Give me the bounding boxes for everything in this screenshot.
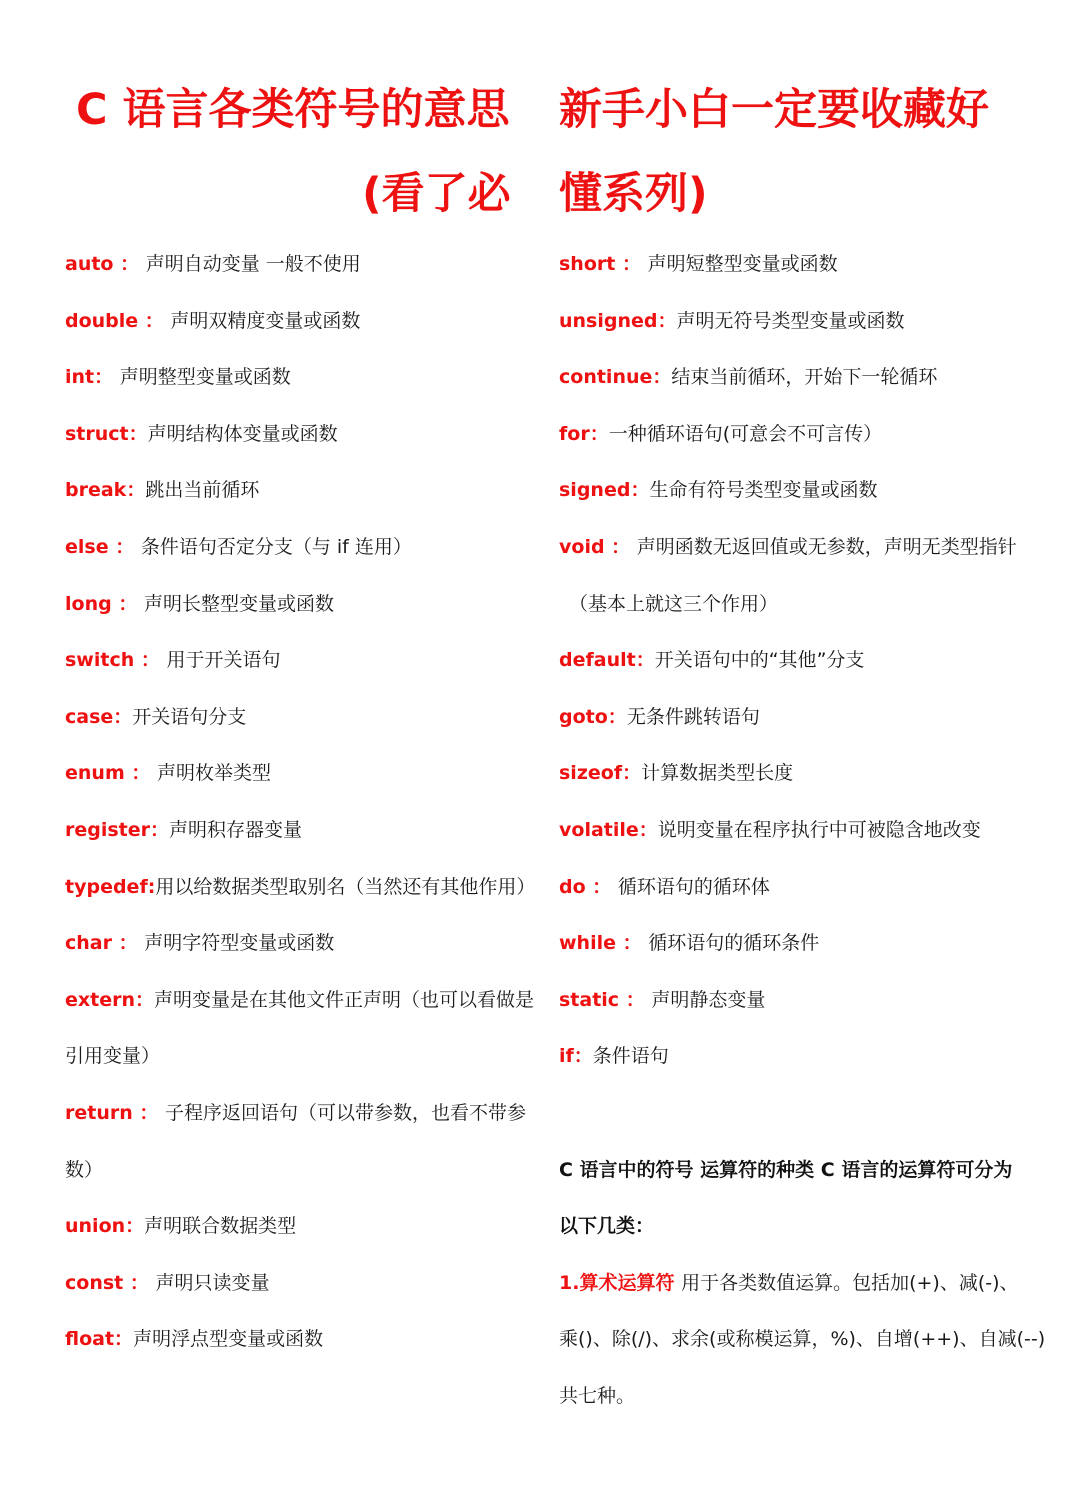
keyword: continue <box>559 366 653 389</box>
description: 声明联合数据类型 <box>144 1215 297 1238</box>
left-entry <box>65 689 535 746</box>
separator: ： <box>113 705 133 728</box>
right-entry <box>559 1368 1039 1425</box>
separator: ： <box>607 705 627 728</box>
separator: ： <box>619 988 652 1011</box>
left-entry <box>65 1142 535 1199</box>
separator: ： <box>150 818 170 841</box>
keyword: if <box>559 1045 574 1068</box>
description: 声明无符号类型变量或函数 <box>676 309 905 332</box>
title-right-line2: 懂系列) <box>559 169 708 219</box>
right-entry <box>559 576 1039 633</box>
right-entry <box>559 689 1039 746</box>
keyword: while <box>559 932 616 955</box>
separator: ： <box>657 309 677 332</box>
keyword: extern <box>65 988 136 1011</box>
keyword: const <box>65 1271 124 1294</box>
separator: ： <box>94 366 120 389</box>
keyword: signed <box>559 479 631 502</box>
separator: : <box>147 875 156 898</box>
description: 子程序返回语句（可以带参数，也看不带参 <box>165 1101 527 1124</box>
keyword: case <box>65 705 114 728</box>
right-entry <box>559 1255 1039 1312</box>
keyword: double <box>65 309 139 332</box>
keyword: unsigned <box>559 309 658 332</box>
description: 无条件跳转语句 <box>626 705 760 728</box>
right-entry <box>559 1028 1039 1085</box>
right-entry <box>559 406 1039 463</box>
right-entry <box>559 1142 1039 1199</box>
left-entry <box>65 1085 535 1142</box>
description: 用于各类数值运算。包括加(+)、减(-)、 <box>681 1271 1019 1294</box>
left-entry <box>65 293 535 350</box>
description: 循环语句的循环体 <box>617 875 770 898</box>
right-entry <box>559 632 1039 689</box>
description: 声明浮点型变量或函数 <box>133 1328 324 1351</box>
separator: ： <box>128 422 148 445</box>
left-entry <box>65 632 535 689</box>
left-entry <box>65 1198 535 1255</box>
description: 计算数据类型长度 <box>641 762 794 785</box>
left-entry <box>65 859 535 916</box>
description: 共七种。 <box>559 1384 636 1407</box>
right-entry <box>559 1311 1046 1368</box>
separator: ： <box>125 1215 145 1238</box>
keyword: else <box>65 535 109 558</box>
separator: ： <box>111 932 145 955</box>
keyword: void <box>559 535 605 558</box>
right-entry <box>559 462 1039 519</box>
separator: ： <box>585 875 618 898</box>
separator: ： <box>134 649 167 672</box>
title-left-line2: (看了必 <box>362 169 511 219</box>
right-entry <box>559 802 1039 859</box>
left-entry <box>65 972 535 1029</box>
keyword: short <box>559 253 616 275</box>
separator: ： <box>604 535 637 558</box>
separator: ： <box>615 253 648 275</box>
right-entry <box>559 859 1039 916</box>
left-column <box>65 236 535 1368</box>
keyword: static <box>559 988 620 1011</box>
description: 开关语句中的“其他”分支 <box>654 649 865 672</box>
description: 声明变量是在其他文件正声明（也可以看做是 <box>154 988 535 1011</box>
description: 条件语句 <box>592 1045 669 1068</box>
separator: ： <box>108 535 141 558</box>
description: 声明静态变量 <box>651 988 766 1011</box>
keyword: switch <box>65 649 135 672</box>
keyword: long <box>65 592 112 615</box>
keyword: return <box>65 1101 133 1124</box>
section-heading: 以下几类： <box>559 1215 655 1238</box>
right-entry <box>559 745 1039 802</box>
left-entry <box>65 462 535 519</box>
separator: ： <box>135 988 155 1011</box>
keyword: 1.算术运算符 <box>559 1271 675 1294</box>
left-entry <box>65 802 535 859</box>
keyword: struct <box>65 422 129 445</box>
keyword: do <box>559 875 586 898</box>
description: 生命有符号类型变量或函数 <box>649 479 878 502</box>
separator: ： <box>114 1328 134 1351</box>
right-column <box>559 236 1046 1424</box>
separator: ： <box>652 366 672 389</box>
description: 开关语句分支 <box>132 705 247 728</box>
title-left-line1: C 语言各类符号的意思 <box>76 85 510 135</box>
separator: ： <box>573 1045 593 1068</box>
description: 循环语句的循环条件 <box>648 932 820 955</box>
right-entry <box>559 972 1039 1029</box>
description: 一种循环语句(可意会不可言传） <box>608 422 883 445</box>
description: 跳出当前循环 <box>145 479 260 502</box>
left-entry <box>65 349 535 406</box>
description: 声明长整型变量或函数 <box>143 592 334 615</box>
separator: ： <box>616 932 649 955</box>
description: 说明变量在程序执行中可被隐含地改变 <box>657 818 981 841</box>
description: 声明字符型变量或函数 <box>144 932 335 955</box>
description: 声明函数无返回值或无参数，声明无类型指针 <box>636 535 1017 558</box>
separator: ： <box>111 592 144 615</box>
separator: ： <box>138 309 171 332</box>
title-right-line1: 新手小白一定要收藏好 <box>559 85 989 135</box>
separator: ： <box>126 479 146 502</box>
description: 用于开关语句 <box>166 649 281 672</box>
separator: ： <box>638 818 658 841</box>
description: 声明只读变量 <box>155 1271 270 1294</box>
keyword: int <box>65 366 95 389</box>
left-entry <box>65 576 535 633</box>
description: （基本上就这三个作用） <box>569 592 779 615</box>
right-entry <box>559 236 1039 293</box>
separator: ： <box>113 253 146 275</box>
description: 声明短整型变量或函数 <box>647 253 838 275</box>
keyword: break <box>65 479 127 502</box>
separator: ： <box>132 1101 165 1124</box>
description: 声明整型变量或函数 <box>119 366 291 389</box>
right-entry <box>559 1198 1039 1255</box>
description: 数） <box>65 1158 104 1181</box>
keyword: typedef <box>65 875 148 898</box>
separator: ： <box>123 1271 156 1294</box>
left-entry <box>65 519 535 576</box>
separator: ： <box>630 479 650 502</box>
keyword: goto <box>559 705 608 728</box>
left-entry <box>65 1311 535 1368</box>
separator: ： <box>124 762 157 785</box>
right-entry <box>559 349 1039 406</box>
keyword: union <box>65 1215 126 1238</box>
right-entry <box>559 293 1039 350</box>
left-entry <box>65 915 535 972</box>
separator: ： <box>622 762 642 785</box>
keyword: sizeof <box>559 762 623 785</box>
description: 乘()、除(/)、求余(或称模运算，%)、自增(++)、自减(--) <box>559 1328 1046 1351</box>
keyword: for <box>559 422 590 445</box>
description: 声明自动变量 一般不使用 <box>145 253 361 275</box>
left-entry <box>65 406 535 463</box>
left-entry <box>65 1028 535 1085</box>
right-entry <box>559 1085 1039 1142</box>
description: 引用变量） <box>65 1045 161 1068</box>
description: 声明枚举类型 <box>156 762 271 785</box>
description: 声明结构体变量或函数 <box>147 422 338 445</box>
keyword: default <box>559 649 636 672</box>
keyword: auto <box>65 253 114 275</box>
description: 声明双精度变量或函数 <box>170 309 361 332</box>
right-entry <box>559 519 1039 576</box>
separator: ： <box>635 649 655 672</box>
description: 声明积存器变量 <box>169 818 303 841</box>
description: 用以给数据类型取别名（当然还有其他作用） <box>155 875 536 898</box>
keyword: enum <box>65 762 125 785</box>
keyword: register <box>65 818 151 841</box>
right-entry <box>559 915 1039 972</box>
section-heading: C 语言中的符号 运算符的种类 C 语言的运算符可分为 <box>559 1158 1013 1181</box>
left-entry <box>65 1255 535 1312</box>
separator: ： <box>589 422 609 445</box>
keyword: float <box>65 1328 115 1351</box>
keyword: volatile <box>559 818 639 841</box>
left-entry <box>65 236 535 293</box>
keyword: char <box>65 932 112 955</box>
description: 结束当前循环，开始下一轮循环 <box>671 366 938 389</box>
left-entry <box>65 745 535 802</box>
description: 条件语句否定分支（与 if 连用） <box>140 535 412 558</box>
